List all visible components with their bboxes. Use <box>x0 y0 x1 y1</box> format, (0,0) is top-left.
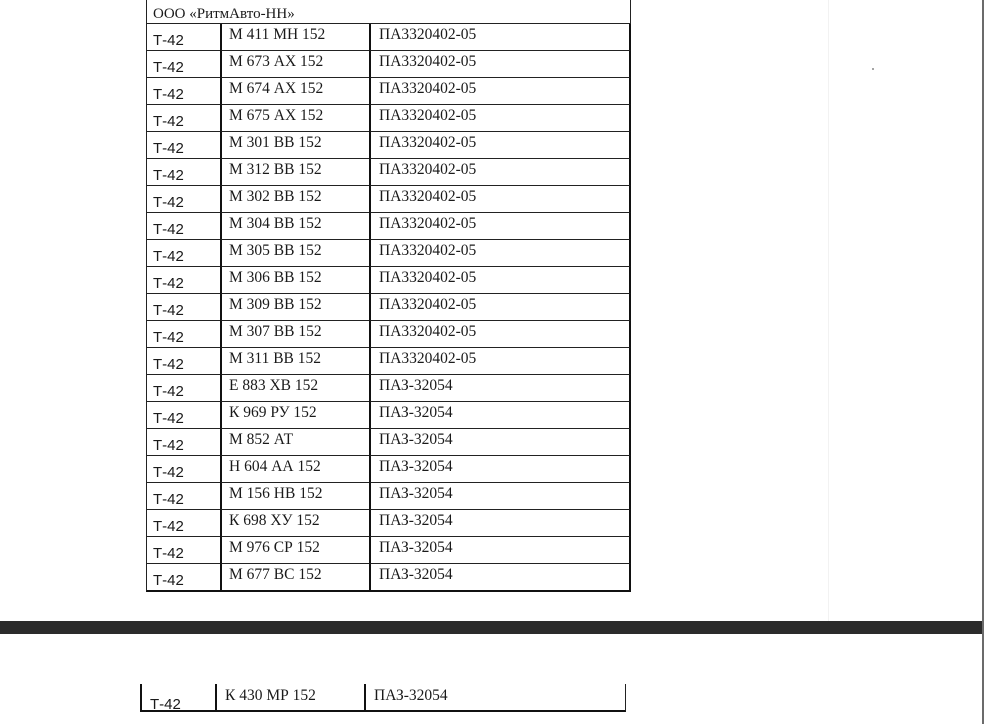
route-cell: Т-42 <box>146 105 220 132</box>
plate-cell: М 305 ВВ 152 <box>220 240 369 267</box>
route-cell: Т-42 <box>146 78 220 105</box>
plate-cell: К 698 ХУ 152 <box>220 510 369 537</box>
route-cell: Т-42 <box>146 402 220 429</box>
company-name: ООО «РитмАвто-НН» <box>146 0 631 24</box>
model-cell: ПА3320402-05 <box>369 132 631 159</box>
table-row <box>146 159 631 186</box>
plate-cell: Н 604 АА 152 <box>220 456 369 483</box>
table-row <box>146 186 631 213</box>
scan-artifact-dot <box>872 68 874 70</box>
plate-cell: К 969 РУ 152 <box>220 402 369 429</box>
model-cell: ПА3320402-05 <box>369 213 631 240</box>
model-cell: ПАЗ-32054 <box>364 684 626 712</box>
table-row <box>146 402 631 429</box>
table-row <box>146 105 631 132</box>
model-cell: ПАЗ-32054 <box>369 375 631 402</box>
model-cell: ПАЗ-32054 <box>369 402 631 429</box>
model-cell: ПА3320402-05 <box>369 105 631 132</box>
plate-cell: М 304 ВВ 152 <box>220 213 369 240</box>
model-cell: ПАЗ-32054 <box>369 429 631 456</box>
table-row <box>146 294 631 321</box>
plate-cell: М 306 ВВ 152 <box>220 267 369 294</box>
table-row <box>140 684 626 716</box>
scan-artifact-line <box>828 0 829 621</box>
table-row <box>146 429 631 456</box>
route-cell: Т-42 <box>146 483 220 510</box>
table-row <box>146 240 631 267</box>
plate-cell: М 411 МН 152 <box>220 24 369 51</box>
table-row <box>146 267 631 294</box>
vehicle-table <box>146 0 631 591</box>
route-cell: Т-42 <box>146 537 220 564</box>
route-cell: Т-42 <box>146 321 220 348</box>
model-cell: ПА3320402-05 <box>369 78 631 105</box>
model-cell: ПА3320402-05 <box>369 267 631 294</box>
table-row <box>146 213 631 240</box>
document-page-bottom <box>0 634 984 724</box>
plate-cell: М 673 АХ 152 <box>220 51 369 78</box>
table-row <box>146 321 631 348</box>
model-cell: ПАЗ-32054 <box>369 456 631 483</box>
route-cell: Т-42 <box>146 429 220 456</box>
model-cell: ПА3320402-05 <box>369 294 631 321</box>
plate-cell: К 430 МР 152 <box>215 684 364 712</box>
page-separator <box>0 621 984 634</box>
route-cell: Т-42 <box>146 240 220 267</box>
table-row <box>146 51 631 78</box>
plate-cell: М 309 ВВ 152 <box>220 294 369 321</box>
model-cell: ПА3320402-05 <box>369 159 631 186</box>
table-row <box>146 537 631 564</box>
table-row <box>146 375 631 402</box>
table-row <box>146 132 631 159</box>
route-cell: Т-42 <box>140 684 215 712</box>
model-cell: ПА3320402-05 <box>369 51 631 78</box>
plate-cell: М 675 АХ 152 <box>220 105 369 132</box>
route-cell: Т-42 <box>146 456 220 483</box>
plate-cell: М 976 СР 152 <box>220 537 369 564</box>
route-cell: Т-42 <box>146 564 220 592</box>
model-cell: ПАЗ-32054 <box>369 483 631 510</box>
plate-cell: М 301 ВВ 152 <box>220 132 369 159</box>
route-cell: Т-42 <box>146 51 220 78</box>
model-cell: ПА3320402-05 <box>369 24 631 51</box>
table-row <box>146 78 631 105</box>
table-row <box>146 456 631 483</box>
route-cell: Т-42 <box>146 267 220 294</box>
vehicle-table-continuation <box>140 684 626 716</box>
model-cell: ПАЗ-32054 <box>369 537 631 564</box>
route-cell: Т-42 <box>146 348 220 375</box>
model-cell: ПА3320402-05 <box>369 240 631 267</box>
plate-cell: М 852 АТ <box>220 429 369 456</box>
route-cell: Т-42 <box>146 375 220 402</box>
route-cell: Т-42 <box>146 186 220 213</box>
model-cell: ПАЗ-32054 <box>369 564 631 592</box>
model-cell: ПА3320402-05 <box>369 321 631 348</box>
table-row <box>146 348 631 375</box>
model-cell: ПА3320402-05 <box>369 186 631 213</box>
table-row <box>146 510 631 537</box>
vehicle-rows <box>146 24 631 591</box>
route-cell: Т-42 <box>146 510 220 537</box>
plate-cell: М 311 ВВ 152 <box>220 348 369 375</box>
route-cell: Т-42 <box>146 213 220 240</box>
plate-cell: М 156 НВ 152 <box>220 483 369 510</box>
table-row <box>146 564 631 591</box>
plate-cell: Е 883 ХВ 152 <box>220 375 369 402</box>
model-cell: ПАЗ-32054 <box>369 510 631 537</box>
plate-cell: М 677 ВС 152 <box>220 564 369 592</box>
plate-cell: М 302 ВВ 152 <box>220 186 369 213</box>
route-cell: Т-42 <box>146 294 220 321</box>
route-cell: Т-42 <box>146 132 220 159</box>
route-cell: Т-42 <box>146 159 220 186</box>
table-row <box>146 24 631 51</box>
plate-cell: М 307 ВВ 152 <box>220 321 369 348</box>
model-cell: ПА3320402-05 <box>369 348 631 375</box>
route-cell: Т-42 <box>146 24 220 51</box>
table-row <box>146 483 631 510</box>
plate-cell: М 312 ВВ 152 <box>220 159 369 186</box>
plate-cell: М 674 АХ 152 <box>220 78 369 105</box>
